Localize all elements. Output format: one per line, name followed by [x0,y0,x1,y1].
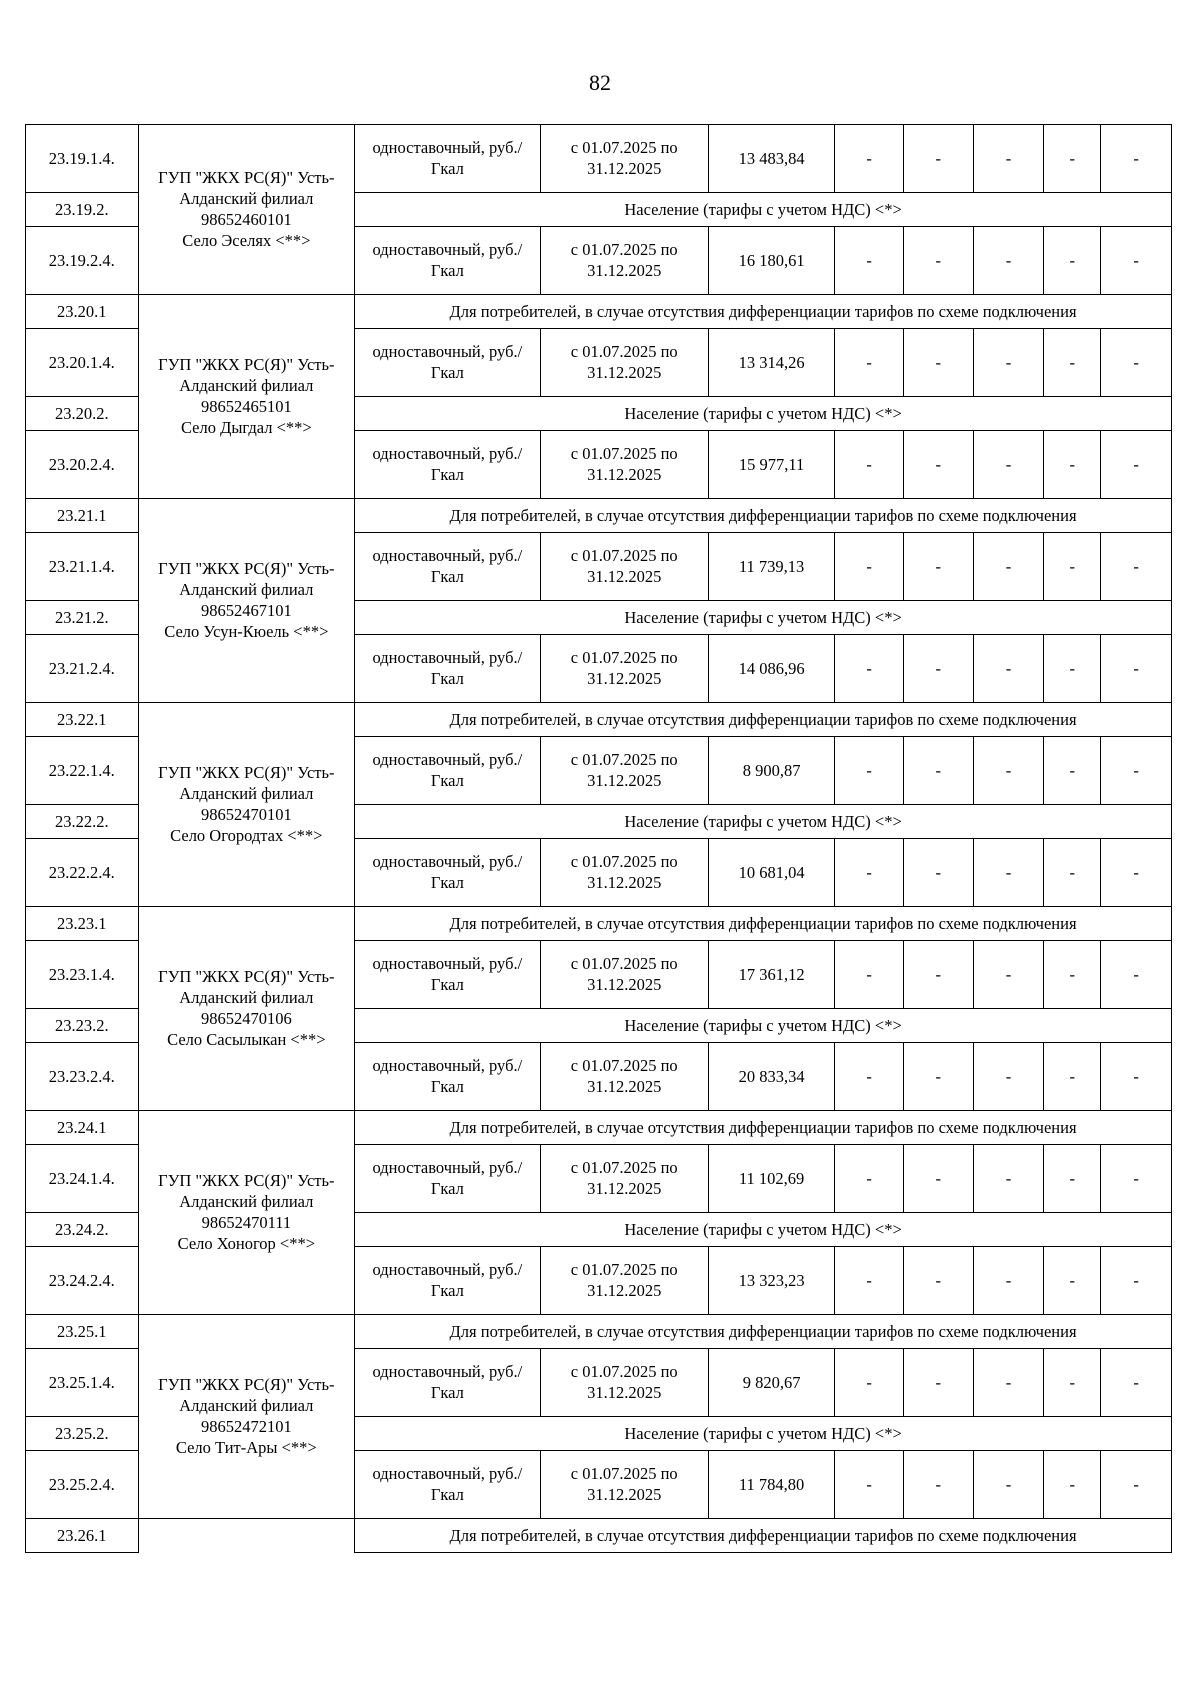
empty-value-dash: - [835,635,904,703]
organization-cell [138,294,355,498]
organization-org-code: 98652472101 [200,1417,292,1436]
population-label: Население (тарифы с учетом НДС) <*> [355,396,1172,431]
empty-value-dash: - [1044,941,1101,1009]
empty-value-dash: - [973,1145,1044,1213]
row-number: 23.24.1.4. [26,1145,139,1213]
organization-settlement: Село Тит-Ары <**> [175,1438,317,1457]
empty-value-dash: - [973,1247,1044,1315]
tariff-type: одноставочный, руб./Гкал [355,533,540,601]
tariff-period: с 01.07.2025 по 31.12.2025 [540,1145,708,1213]
population-label: Население (тарифы с учетом НДС) <*> [355,192,1172,227]
empty-value-dash: - [973,1349,1044,1417]
empty-value-dash: - [1101,737,1172,805]
empty-value-dash: - [973,227,1044,295]
empty-value-dash: - [1101,941,1172,1009]
row-number: 23.21.2.4. [26,635,139,703]
row-number: 23.24.2. [26,1212,139,1247]
organization-org-code: 98652460101 [200,210,292,230]
empty-value-dash: - [1101,1247,1172,1315]
empty-value-dash: - [1101,125,1172,193]
row-number: 23.21.2. [26,600,139,635]
tariff-period: с 01.07.2025 по 31.12.2025 [540,533,708,601]
empty-value-dash: - [1044,1145,1101,1213]
empty-value-dash: - [903,329,973,397]
organization-settlement: Село Эселях <**> [182,231,311,251]
organization-cell [138,1110,355,1314]
empty-value-dash: - [973,329,1044,397]
organization-settlement: Село Дыгдал <**> [180,418,312,437]
empty-value-dash: - [1101,1145,1172,1213]
empty-value-dash: - [903,1145,973,1213]
organization-org-name: ГУП "ЖКХ РС(Я)" Усть-Алданский филиал [158,168,335,209]
empty-value-dash: - [835,941,904,1009]
tariff-period: с 01.07.2025 по 31.12.2025 [540,1247,708,1315]
empty-value-dash: - [903,227,973,295]
page-number: 82 [589,70,611,95]
empty-value-dash: - [1101,533,1172,601]
row-number: 23.20.1 [26,294,139,329]
empty-value-dash: - [903,533,973,601]
empty-value-dash: - [903,941,973,1009]
table-row [26,498,1172,533]
tariff-value: 11 784,80 [708,1451,834,1519]
empty-value-dash: - [1101,227,1172,295]
empty-value-dash: - [1044,1451,1101,1519]
row-number: 23.23.1.4. [26,941,139,1009]
consumers-no-diff-label: Для потребителей, в случае отсутствия дифференциации тарифов по схеме подключения [355,1518,1172,1553]
row-number: 23.23.2. [26,1008,139,1043]
empty-value-dash: - [1101,1043,1172,1111]
organization-org-code: 98652470101 [200,805,292,824]
table-row [26,702,1172,737]
empty-value-dash: - [973,635,1044,703]
table-row [26,1518,1172,1553]
empty-value-dash: - [1044,1043,1101,1111]
organization-cell [138,906,355,1110]
tariff-period: с 01.07.2025 по 31.12.2025 [540,839,708,907]
consumers-no-diff-label: Для потребителей, в случае отсутствия дифференциации тарифов по схеме подключения [355,498,1172,533]
tariff-value: 11 102,69 [708,1145,834,1213]
tariff-type: одноставочный, руб./Гкал [355,227,540,295]
empty-value-dash: - [973,1451,1044,1519]
tariff-type: одноставочный, руб./Гкал [355,1247,540,1315]
tariff-period: с 01.07.2025 по 31.12.2025 [540,1451,708,1519]
organization-org-name: ГУП "ЖКХ РС(Я)" Усть-Алданский филиал [158,1375,335,1415]
row-number: 23.24.2.4. [26,1247,139,1315]
empty-value-dash: - [835,1043,904,1111]
table-row [26,1110,1172,1145]
empty-value-dash: - [835,737,904,805]
tariff-value: 20 833,34 [708,1043,834,1111]
consumers-no-diff-label: Для потребителей, в случае отсутствия дифференциации тарифов по схеме подключения [355,906,1172,941]
empty-value-dash: - [1044,329,1101,397]
empty-value-dash: - [835,839,904,907]
row-number: 23.22.2.4. [26,839,139,907]
empty-value-dash: - [973,839,1044,907]
tariff-type: одноставочный, руб./Гкал [355,635,540,703]
population-label: Население (тарифы с учетом НДС) <*> [355,600,1172,635]
organization-org-name: ГУП "ЖКХ РС(Я)" Усть-Алданский филиал [158,1171,335,1211]
population-label: Население (тарифы с учетом НДС) <*> [355,1416,1172,1451]
consumers-no-diff-label: Для потребителей, в случае отсутствия дифференциации тарифов по схеме подключения [355,1110,1172,1145]
tariff-type: одноставочный, руб./Гкал [355,329,540,397]
population-label: Население (тарифы с учетом НДС) <*> [355,1008,1172,1043]
tariff-type: одноставочный, руб./Гкал [355,1145,540,1213]
organization-org-name: ГУП "ЖКХ РС(Я)" Усть-Алданский филиал [158,967,335,1007]
empty-value-dash: - [1044,227,1101,295]
empty-value-dash: - [903,635,973,703]
population-label: Население (тарифы с учетом НДС) <*> [355,804,1172,839]
empty-value-dash: - [835,1247,904,1315]
row-number: 23.22.1 [26,702,139,737]
organization-org-code: 98652470106 [200,1009,292,1028]
population-label: Население (тарифы с учетом НДС) <*> [355,1212,1172,1247]
tariff-value: 16 180,61 [708,227,834,295]
organization-org-name: ГУП "ЖКХ РС(Я)" Усть-Алданский филиал [158,559,335,599]
empty-value-dash: - [903,431,973,499]
tariff-type: одноставочный, руб./Гкал [355,839,540,907]
row-number: 23.26.1 [26,1518,139,1553]
tariff-type: одноставочный, руб./Гкал [355,941,540,1009]
tariff-type: одноставочный, руб./Гкал [355,431,540,499]
tariff-value: 17 361,12 [708,941,834,1009]
empty-value-dash: - [973,533,1044,601]
empty-value-dash: - [903,1247,973,1315]
organization-cell [138,1314,355,1518]
empty-value-dash: - [973,1043,1044,1111]
tariff-value: 13 314,26 [708,329,834,397]
empty-value-dash: - [1044,533,1101,601]
empty-value-dash: - [1044,737,1101,805]
organization-cell [138,702,355,906]
row-number: 23.20.1.4. [26,329,139,397]
empty-value-dash: - [1101,1349,1172,1417]
consumers-no-diff-label: Для потребителей, в случае отсутствия дифференциации тарифов по схеме подключения [355,294,1172,329]
empty-value-dash: - [903,737,973,805]
empty-value-dash: - [973,737,1044,805]
tariff-type: одноставочный, руб./Гкал [355,1043,540,1111]
organization-cell [138,1518,355,1553]
empty-value-dash: - [1101,635,1172,703]
tariff-table [25,124,1172,1553]
tariff-period: с 01.07.2025 по 31.12.2025 [540,941,708,1009]
table-row [26,1314,1172,1349]
empty-value-dash: - [1044,1349,1101,1417]
tariff-type: одноставочный, руб./Гкал [355,1349,540,1417]
tariff-value: 15 977,11 [708,431,834,499]
organization-org-name: ГУП "ЖКХ РС(Я)" Усть-Алданский филиал [158,355,335,395]
organization-org-name: ГУП "ЖКХ РС(Я)" Усть-Алданский филиал [158,763,335,803]
empty-value-dash: - [903,125,973,193]
tariff-period: с 01.07.2025 по 31.12.2025 [540,737,708,805]
tariff-period: с 01.07.2025 по 31.12.2025 [540,125,708,193]
tariff-period: с 01.07.2025 по 31.12.2025 [540,329,708,397]
tariff-period: с 01.07.2025 по 31.12.2025 [540,431,708,499]
organization-org-code: 98652470111 [201,1213,292,1232]
empty-value-dash: - [835,431,904,499]
row-number: 23.22.1.4. [26,737,139,805]
row-number: 23.20.2. [26,396,139,431]
row-number: 23.22.2. [26,804,139,839]
empty-value-dash: - [903,1451,973,1519]
tariff-value: 14 086,96 [708,635,834,703]
tariff-period: с 01.07.2025 по 31.12.2025 [540,1043,708,1111]
tariff-type: одноставочный, руб./Гкал [355,125,540,193]
row-number: 23.23.1 [26,906,139,941]
row-number: 23.24.1 [26,1110,139,1145]
empty-value-dash: - [835,1451,904,1519]
empty-value-dash: - [835,533,904,601]
empty-value-dash: - [1101,431,1172,499]
empty-value-dash: - [835,329,904,397]
organization-org-code: 98652467101 [200,601,292,620]
tariff-period: с 01.07.2025 по 31.12.2025 [540,1349,708,1417]
empty-value-dash: - [835,227,904,295]
empty-value-dash: - [973,941,1044,1009]
tariff-value: 8 900,87 [708,737,834,805]
empty-value-dash: - [1044,431,1101,499]
tariff-period: с 01.07.2025 по 31.12.2025 [540,635,708,703]
tariff-value: 13 323,23 [708,1247,834,1315]
empty-value-dash: - [973,431,1044,499]
organization-settlement: Село Огородтах <**> [170,826,323,845]
row-number: 23.25.2.4. [26,1451,139,1519]
empty-value-dash: - [835,1349,904,1417]
organization-cell [138,125,355,295]
consumers-no-diff-label: Для потребителей, в случае отсутствия дифференциации тарифов по схеме подключения [355,702,1172,737]
empty-value-dash: - [903,1043,973,1111]
empty-value-dash: - [1044,635,1101,703]
tariff-type: одноставочный, руб./Гкал [355,1451,540,1519]
empty-value-dash: - [1044,839,1101,907]
row-number: 23.21.1.4. [26,533,139,601]
row-number: 23.23.2.4. [26,1043,139,1111]
row-number: 23.25.1.4. [26,1349,139,1417]
organization-cell [138,498,355,702]
organization-org-code: 98652465101 [200,397,292,416]
consumers-no-diff-label: Для потребителей, в случае отсутствия дифференциации тарифов по схеме подключения [355,1314,1172,1349]
empty-value-dash: - [903,1349,973,1417]
row-number: 23.19.2.4. [26,227,139,295]
organization-settlement: Село Усун-Кюель <**> [164,622,329,641]
empty-value-dash: - [835,125,904,193]
empty-value-dash: - [1101,839,1172,907]
table-row [26,294,1172,329]
empty-value-dash: - [1101,1451,1172,1519]
empty-value-dash: - [1101,329,1172,397]
empty-value-dash: - [1044,125,1101,193]
tariff-value: 11 739,13 [708,533,834,601]
organization-settlement: Село Хоногор <**> [177,1234,316,1253]
empty-value-dash: - [835,1145,904,1213]
organization-settlement: Село Сасылыкан <**> [167,1030,326,1049]
empty-value-dash: - [903,839,973,907]
tariff-value: 10 681,04 [708,839,834,907]
table-row [26,906,1172,941]
row-number: 23.25.2. [26,1416,139,1451]
empty-value-dash: - [1044,1247,1101,1315]
row-number: 23.19.2. [26,192,139,227]
empty-value-dash: - [973,125,1044,193]
tariff-period: с 01.07.2025 по 31.12.2025 [540,227,708,295]
row-number: 23.20.2.4. [26,431,139,499]
row-number: 23.19.1.4. [26,125,139,193]
row-number: 23.25.1 [26,1314,139,1349]
tariff-value: 13 483,84 [708,125,834,193]
tariff-value: 9 820,67 [708,1349,834,1417]
table-row [26,125,1172,193]
row-number: 23.21.1 [26,498,139,533]
tariff-type: одноставочный, руб./Гкал [355,737,540,805]
